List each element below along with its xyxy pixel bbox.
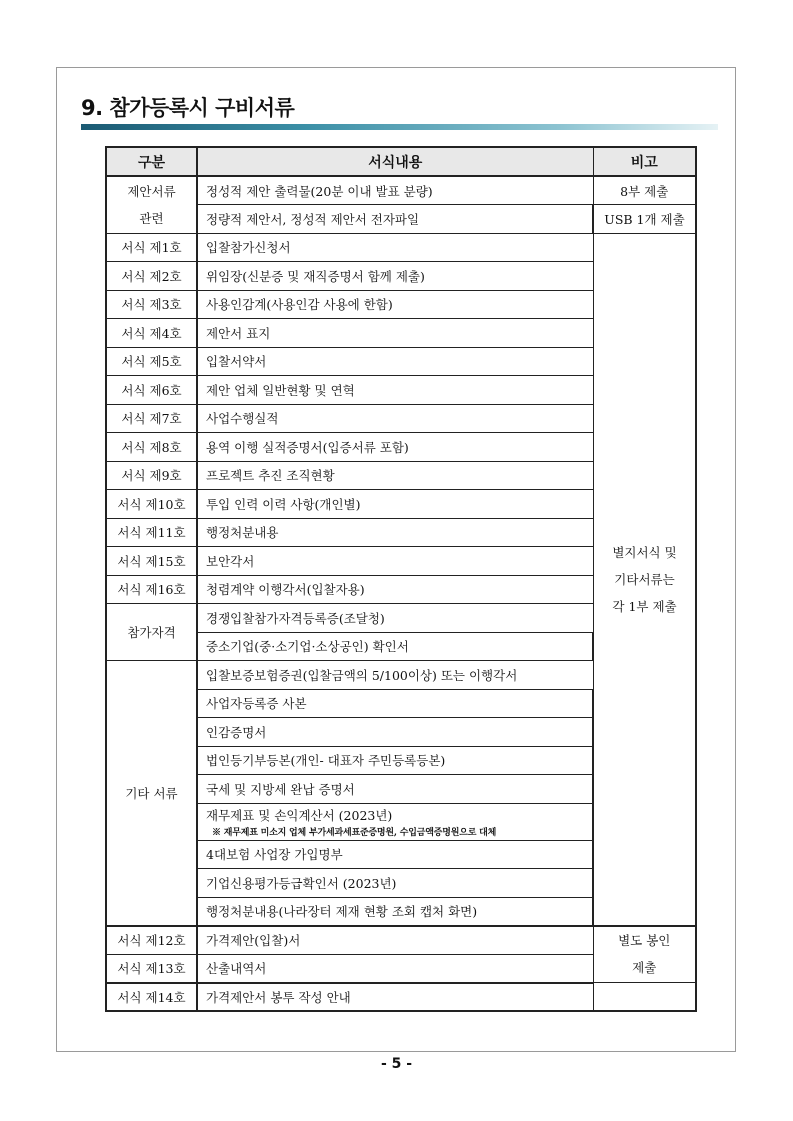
table-row xyxy=(106,926,696,955)
page-number: - 5 - xyxy=(380,1056,413,1072)
form-label: 서식 제1호 xyxy=(106,233,197,262)
table-row xyxy=(106,983,696,1012)
form-label: 서식 제5호 xyxy=(106,347,197,376)
remark-cell xyxy=(593,983,696,1012)
form-label: 서식 제14호 xyxy=(106,983,197,1012)
form-label: 서식 제13호 xyxy=(106,954,197,983)
content-cell xyxy=(197,803,593,840)
content-cell: 행정처분내용 xyxy=(197,518,593,547)
required-documents-table xyxy=(105,146,697,1012)
form-label: 서식 제16호 xyxy=(106,575,197,604)
content-cell: 프로젝트 추진 조직현황 xyxy=(197,461,593,490)
header-content: 서식내용 xyxy=(197,147,593,176)
content-cell: 정성적 제안 출력물(20분 이내 발표 분량) xyxy=(197,176,593,205)
content-cell: 입찰서약서 xyxy=(197,347,593,376)
form-label: 서식 제7호 xyxy=(106,404,197,433)
content-cell: 사용인감계(사용인감 사용에 한함) xyxy=(197,290,593,319)
content-cell: 제안 업체 일반현황 및 연혁 xyxy=(197,376,593,405)
form-label: 서식 제8호 xyxy=(106,433,197,462)
form-label: 서식 제11호 xyxy=(106,518,197,547)
form-label: 서식 제4호 xyxy=(106,319,197,348)
table-row xyxy=(106,176,696,205)
content-cell: 기업신용평가등급확인서 (2023년) xyxy=(197,869,593,898)
price-remark-cell: 별도 봉인 제출 xyxy=(593,926,696,983)
form-label: 서식 제2호 xyxy=(106,262,197,291)
table-row xyxy=(106,233,696,262)
content-cell: 산출내역서 xyxy=(197,954,593,983)
form-label: 서식 제3호 xyxy=(106,290,197,319)
table-header-row xyxy=(106,147,696,176)
content-cell: 위임장(신분증 및 재직증명서 함께 제출) xyxy=(197,262,593,291)
form-label: 서식 제6호 xyxy=(106,376,197,405)
content-cell: 제안서 표지 xyxy=(197,319,593,348)
content-cell: 보안각서 xyxy=(197,547,593,576)
remark-cell: 8부 제출 xyxy=(593,176,696,205)
category-proposal: 제안서류 관련 xyxy=(106,176,197,233)
content-cell: 경쟁입찰참가자격등록증(조달청) xyxy=(197,604,593,633)
content-cell: 입찰보증보험증권(입찰금액의 5/100이상) 또는 이행각서 xyxy=(197,661,593,690)
content-cell: 사업수행실적 xyxy=(197,404,593,433)
form-label: 서식 제9호 xyxy=(106,461,197,490)
content-cell: 인감증명서 xyxy=(197,718,593,747)
header-category: 구분 xyxy=(106,147,197,176)
content-cell: 4대보험 사업장 가입명부 xyxy=(197,840,593,869)
title-underline-bar xyxy=(81,124,718,130)
content-cell: 법인등기부등본(개인- 대표자 주민등록등본) xyxy=(197,746,593,775)
remark-cell: USB 1개 제출 xyxy=(593,205,696,234)
content-cell: 투입 인력 이력 사항(개인별) xyxy=(197,490,593,519)
form-label: 서식 제10호 xyxy=(106,490,197,519)
content-cell: 가격제안서 봉투 작성 안내 xyxy=(197,983,593,1012)
content-cell: 국세 및 지방세 완납 증명서 xyxy=(197,775,593,804)
content-cell: 입찰참가신청서 xyxy=(197,233,593,262)
content-cell: 행정처분내용(나라장터 제재 현황 조회 캡처 화면) xyxy=(197,897,593,926)
content-cell: 중소기업(중·소기업·소상공인) 확인서 xyxy=(197,632,593,661)
category-others: 기타 서류 xyxy=(106,661,197,926)
category-qualification: 참가자격 xyxy=(106,604,197,661)
common-remark-cell: 별지서식 및 기타서류는 각 1부 제출 xyxy=(593,233,696,926)
content-cell: 사업자등록증 사본 xyxy=(197,689,593,718)
financial-statement-text: 재무제표 및 손익계산서 (2023년) xyxy=(206,807,393,823)
content-cell: 정량적 제안서, 정성적 제안서 전자파일 xyxy=(197,205,593,234)
content-cell: 청렴계약 이행각서(입찰자용) xyxy=(197,575,593,604)
form-label: 서식 제15호 xyxy=(106,547,197,576)
content-cell: 가격제안(입찰)서 xyxy=(197,926,593,955)
section-title: 9. 참가등록시 구비서류 xyxy=(81,96,295,120)
financial-statement-note: ※ 재무제표 미소지 업체 부가세과세표준증명원, 수입금액증명원으로 대체 xyxy=(212,827,497,838)
form-label: 서식 제12호 xyxy=(106,926,197,955)
header-remark: 비고 xyxy=(593,147,696,176)
content-cell: 용역 이행 실적증명서(입증서류 포함) xyxy=(197,433,593,462)
